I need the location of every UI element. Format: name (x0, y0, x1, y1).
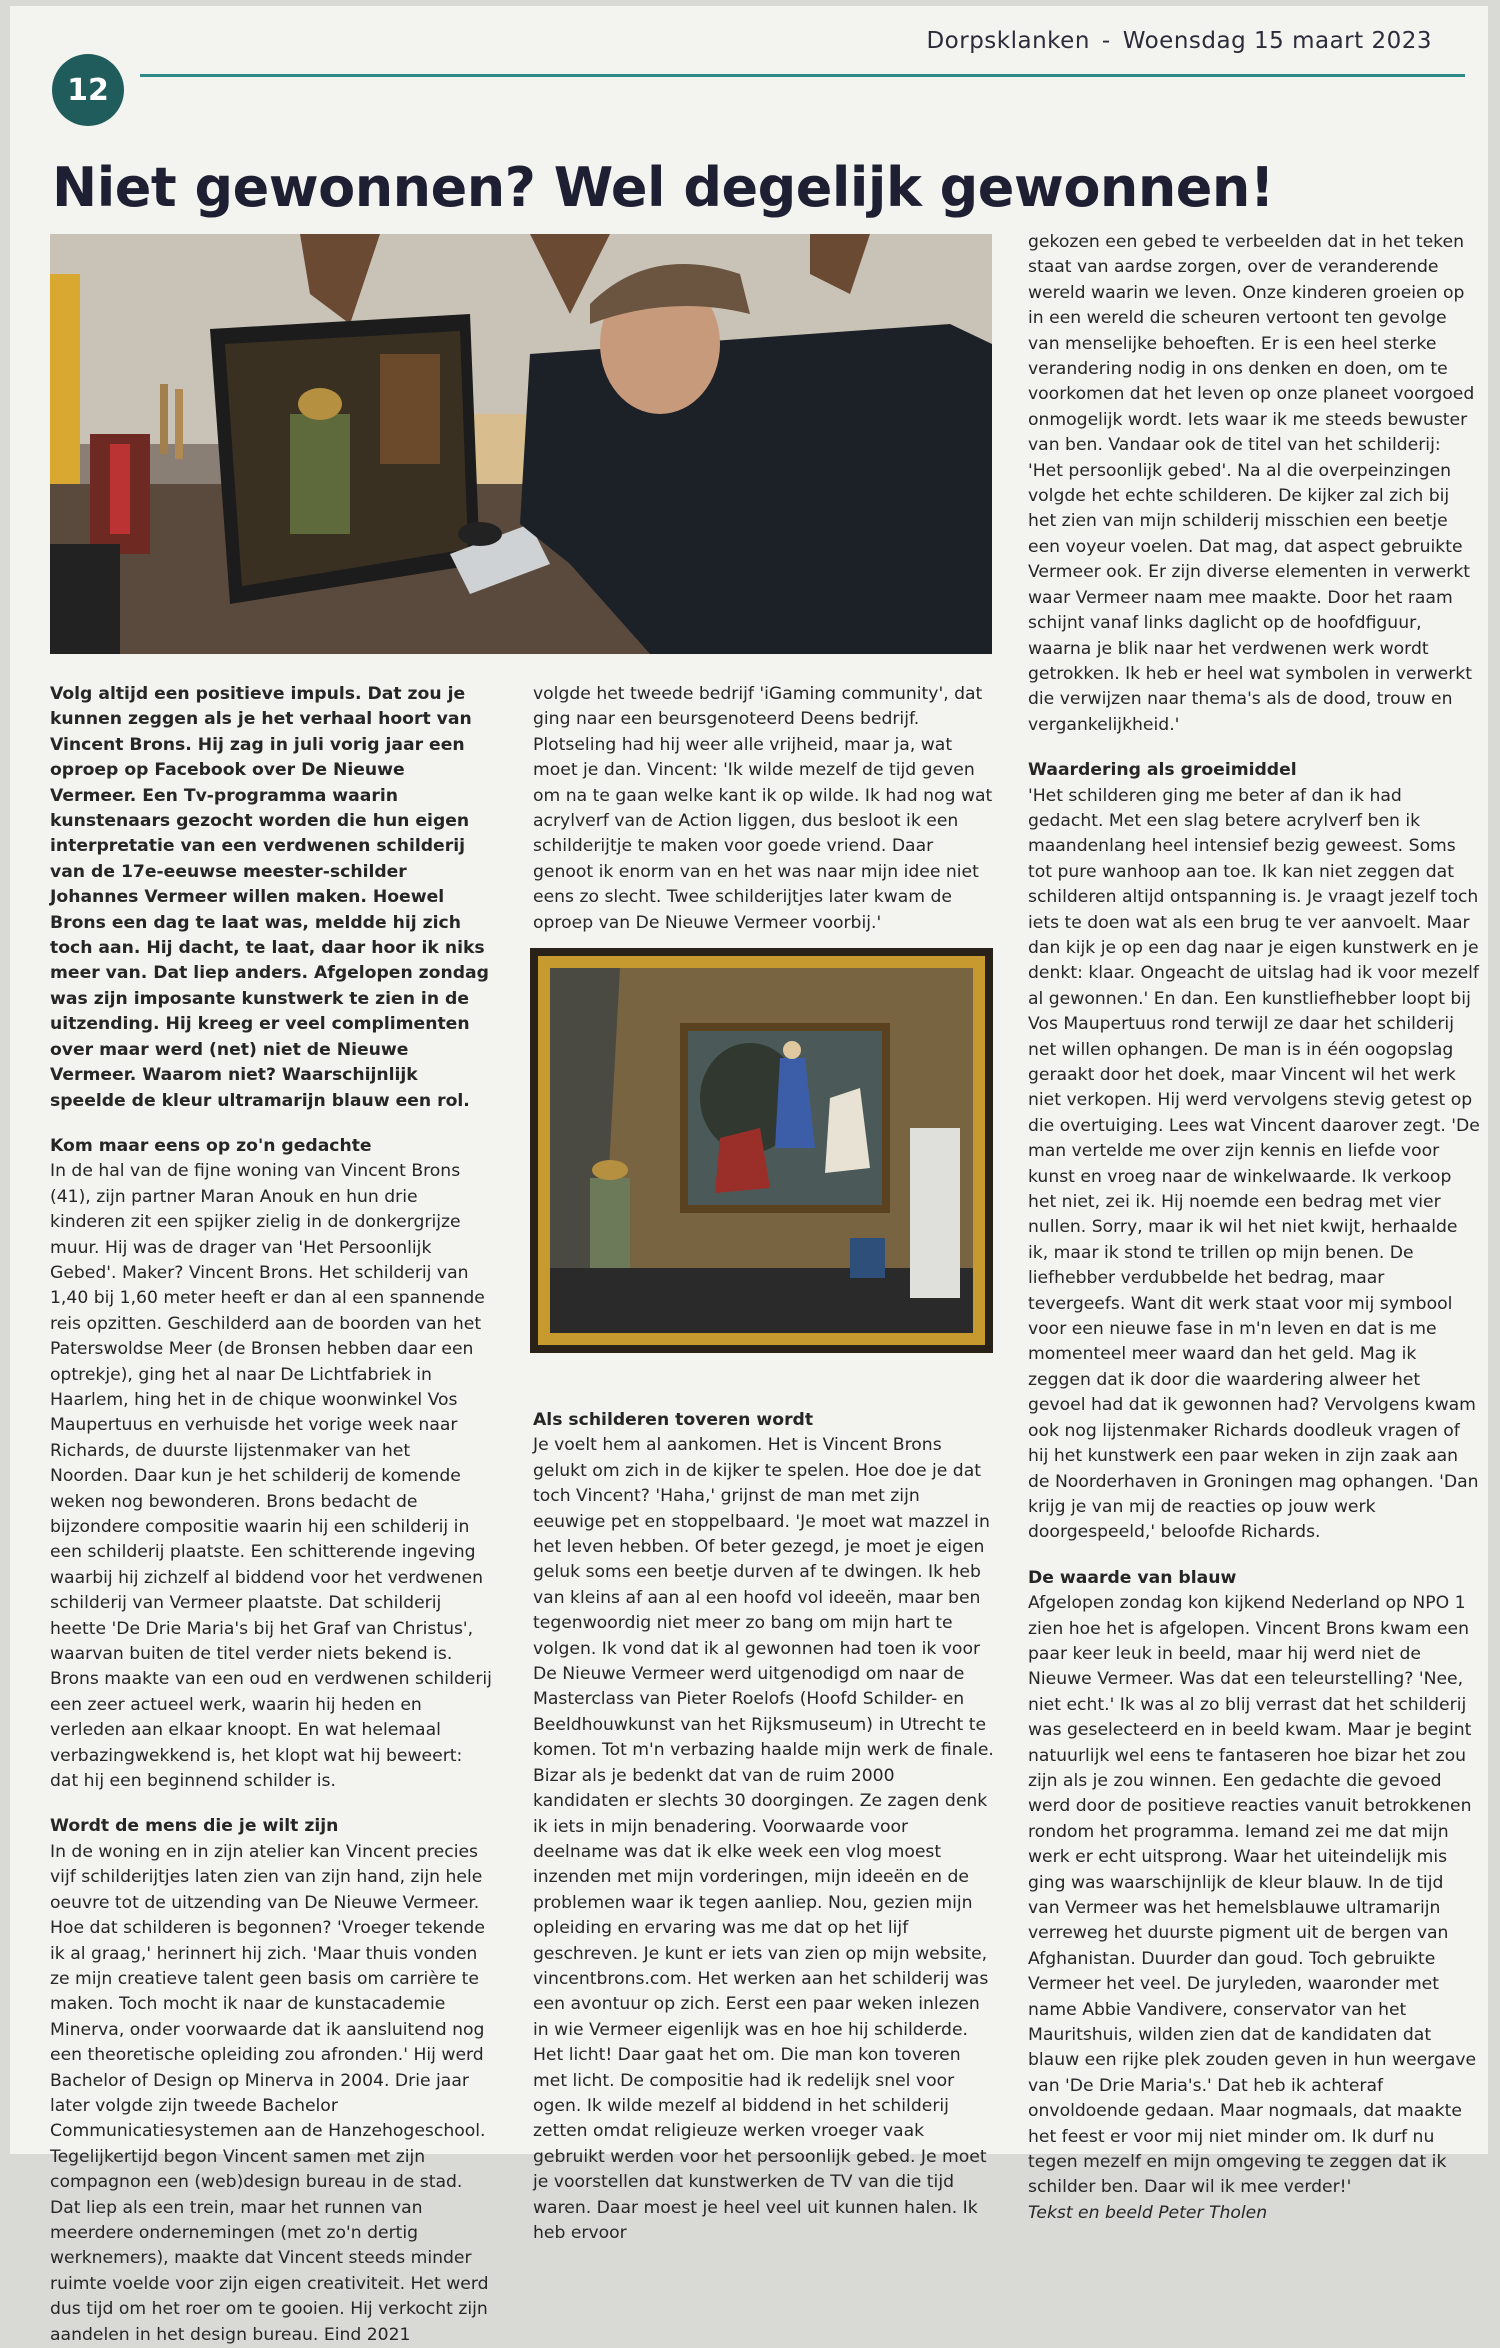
newspaper-page (10, 6, 1488, 2345)
section-text-waarde-van-blauw: Afgelopen zondag kon kijkend Nederland op NPO 1 zien hoe het is afgelopen. Vincent Brons kwam een paar keer leuk in beeld, maar hij werd niet de Nieuwe Vermeer. Was dat een teleurstelling? 'Nee, niet echt.' Ik was al zo blij verrast dat het schilderij was geselecteerd en in beeld kwam. Maar je begint natuurlijk wel eens te fantaseren hoe bizar het zou zijn als je zou winnen. Een gedachte die gevoed werd door de positieve reacties vanuit betrokkenen rondom het programma. Iemand zei me dat mijn werk er echt uitsprong. Waar het uiteindelijk mis ging was waarschijnlijk de kleur blauw. In de tijd van Vermeer was het hemelsblauwe ultramarijn verreweg het duurste pigment uit de bergen van Afghanistan. Duurder dan goud. Toch gebruikte Vermeer het veel. De juryleden, waaronder met name Abbie Vandivere, conservator van het Mauritshuis, wilden zien dat de kandidaten dat blauw een rijke plek zouden geven in hun weergave van 'De Drie Maria's.' Dat heb ik achteraf onvoldoende gedaan. Maar nogmaals, dat maakte het feest er voor mij niet minder om. Ik durf nu tegen mezelf en mijn omgeving te zeggen dat ik schilder ben. Daar wil ik mee verder!' (1028, 1593, 1477, 2198)
section-heading-kom-maar: Kom maar eens op zo'n gedachte (50, 1135, 372, 1156)
publication-date: Woensdag 15 maart 2023 (1122, 28, 1432, 54)
section-heading-wordt-de-mens: Wordt de mens die je wilt zijn (50, 1816, 339, 1837)
intro-paragraph: Volg altijd een positieve impuls. Dat zou je kunnen zeggen als je het verhaal hoort van Vincent Brons. Hij zag in juli vorig jaar een oproep op Facebook over De Nieuwe Vermeer. Een Tv-programma waarin kunstenaars gezocht worden die hun eigen interpretatie van een verdwenen schilderij van de 17e-eeuwse meester-schilder Johannes Vermeer willen maken. Hoewel Brons een dag te laat was, meldde hij zich toch aan. Hij dacht, te laat, daar hoor ik niks meer van. Dat liep anders. Afgelopen zondag was zijn imposante kunstwerk te zien in de uitzending. Hij kreeg er veel complimenten over maar werd (net) niet de Nieuwe Vermeer. Waarom niet? Waarschijnlijk speelde de kleur ultramarijn blauw een rol. (50, 684, 489, 1111)
section-heading-waarde-van-blauw: De waarde van blauw (1028, 1567, 1237, 1588)
photo-painting-het-persoonlijk-gebed (530, 948, 993, 1353)
section-text-kom-maar: In de hal van de fijne woning van Vincent Brons (41), zijn partner Maran Anouk en hun drie kinderen zit een spijker zielig in de donkergrijze muur. Hij was de drager van 'Het Persoonlijk Gebed'. Maker? Vincent Brons. Het schilderij van 1,40 bij 1,60 meter heeft er dan al een spannende reis opzitten. Geschilderd aan de boorden van het Paterswoldse Meer (de Bronsen hebben daar een optrekje), ging het al naar De Lichtfabriek in Haarlem, hing het in de chique woonwinkel Vos Maupertuus en verhuisde het vorige week naar Richards, de duurste lijstenmaker van het Noorden. Daar kun je het schilderij de komende weken nog bewonderen. Brons bedacht de bijzondere compositie waarin hij een schilderij in een schilderij plaatste. Een schitterende ingeving waarbij hij zichzelf al biddend voor het verdwenen schilderij van Vermeer plaatste. Dat schilderij heette 'De Drie Maria's bij het Graf van Christus', waarvan buiten de titel verder niets bekend is. Brons maakte van een oud en verdwenen schilderij een zeer actueel werk, waarin hij heden en verleden aan elkaar knoopt. En wat helemaal verbazingwekkend is, het klopt wat hij beweert: dat hij een beginnend schilder is. (50, 1161, 492, 1792)
header-rule (140, 74, 1465, 77)
article-title: Niet gewonnen? Wel degelijk gewonnen! (52, 156, 1274, 219)
section-text-wordt-de-mens: In de woning en in zijn atelier kan Vincent precies vijf schilderijtjes laten zien van zijn hand, zijn hele oeuvre tot de uitzending van De Nieuwe Vermeer. Hoe dat schilderen is begonnen? 'Vroeger tekende ik al graag,' herinnert hij zich. 'Maar thuis vonden ze mijn creatieve talent geen basis om carrière te maken. Toch mocht ik naar de kunstacademie Minerva, onder voorwaarde dat ik aansluitend nog een theoretische opleiding zou afronden.' Hij werd Bachelor of Design op Minerva in 2004. Drie jaar later volgde zijn tweede Bachelor Communicatiesystemen aan de Hanzehogeschool. Tegelijkertijd begon Vincent samen met zijn compagnon een (web)design bureau in de stad. Dat liep als een trein, maar het runnen van meerdere ondernemingen (met zo'n dertig werknemers), maakte dat Vincent steeds minder ruimte voelde voor zijn eigen creativiteit. Het werd dus tijd om het roer om te gooien. Hij verkocht zijn aandelen in het design bureau. Eind 2021 (50, 1841, 489, 2345)
column-2-top (533, 682, 995, 936)
column-3 (1028, 230, 1480, 2226)
section-heading-waardering: Waardering als groeimiddel (1028, 760, 1297, 781)
column-2-bottom (533, 1388, 995, 2246)
header-separator: - (1101, 28, 1111, 54)
photo-artist-at-computer (50, 234, 992, 654)
publication-name: Dorpsklanken (926, 28, 1090, 54)
column-1 (50, 682, 492, 2348)
section-text-continued: volgde het tweede bedrijf 'iGaming community', dat ging naar een beursgenoteerd Deens bedrijf. Plotseling had hij weer alle vrijheid, maar ja, wat moet je dan. Vincent: 'Ik wilde mezelf de tijd geven om na te gaan welke kant ik op wilde. Ik had nog wat acrylverf van de Action liggen, dus besloot ik een schilderijtje te maken voor goede vriend. Daar genoot ik enorm van en het was naar mijn idee niet eens zo slecht. Twee schilderijtjes later kwam de oproep van De Nieuwe Vermeer voorbij.' (533, 684, 993, 933)
section-text-schilderen-toveren: Je voelt hem al aankomen. Het is Vincent Brons gelukt om zich in de kijker te spelen. Hoe doe je dat toch Vincent? 'Haha,' grijnst de man met zijn eeuwige pet en stoppelbaard. 'Je moet wat mazzel in het leven hebben. Of beter gezegd, je moet je eigen geluk soms een beetje durven af te dwingen. Ik heb van kleins af aan al een hoofd vol ideeën, maar ben tegenwoordig niet meer zo bang om mijn hart te volgen. Ik vond dat ik al gewonnen had toen ik voor De Nieuwe Vermeer werd uitgenodigd om naar de Masterclass van Pieter Roelofs (Hoofd Schilder- en Beeldhouwkunst van het Rijksmuseum) in Utrecht te komen. Tot m'n verbazing haalde mijn werk de finale. Bizar als je bedenkt dat van de ruim 2000 kandidaten er slechts 30 doorgingen. Ze zagen denk ik iets in mijn benadering. Voorwaarde voor deelname was dat ik elke week een vlog moest inzenden met mijn vorderingen, mijn ideeën en de problemen waar ik tegen aanliep. Nou, gezien mijn opleiding en ervaring was me dat op het lijf geschreven. Je kunt er iets van zien op mijn website, vincentbrons.com. Het werken aan het schilderij was een avontuur op zich. Eerst een paar weken inlezen in wie Vermeer eigenlijk was en hoe hij schilderde. Het licht! Daar gaat het om. Die man kon toveren met licht. De compositie had ik redelijk snel voor ogen. Ik wilde mezelf al biddend in het schilderij zetten omdat religieuze werken vroeger vaak gebruikt werden voor het persoonlijk gebed. Je moet je voorstellen dat kunstwerken de TV van die tijd waren. Daar moest je heel veel uit kunnen halen. Ik heb ervoor (533, 1435, 994, 2243)
author-credit: Tekst en beeld Peter Tholen (1028, 2202, 1268, 2223)
page-header (920, 28, 1438, 54)
page-number-badge: 12 (52, 54, 124, 126)
section-heading-schilderen-toveren: Als schilderen toveren wordt (533, 1410, 814, 1430)
section-text-waardering: 'Het schilderen ging me beter af dan ik had gedacht. Met een slag betere acrylverf ben ik maandenlang heel intensief bezig geweest. Soms tot pure wanhoop aan toe. Ik kan niet zeggen dat schilderen altijd ontspanning is. Je vraagt jezelf toch iets te doen wat als een brug te ver aanvoelt. Maar dan kijk je op een dag naar je eigen kunstwerk en je denkt: klaar. Ongeacht de uitslag had ik voor mezelf al gewonnen.' En dan. Een kunstliefhebber loopt bij Vos Maupertuus rond terwijl ze daar het schilderij net willen ophangen. De man is in één oogopslag geraakt door het doek, maar Vincent wil het werk niet verkopen. Hij werd vervolgens stevig getest op die overtuiging. Lees wat Vincent daarover zegt. 'De man vertelde me over zijn kennis en liefde voor kunst en vroeg naar de winkelwaarde. Ik verkoop het niet, zei ik. Hij noemde een bedrag met vier nullen. Sorry, maar ik wil het niet kwijt, herhaalde ik, maar ik stond te trillen op mijn benen. De liefhebber verdubbelde het bedrag, maar tevergeefs. Want dit werk staat voor mij symbool voor een nieuwe fase in m'n leven en dat is me momenteel meer waard dan het geld. Mag ik zeggen dat ik door die waardering alweer het gevoel had dat ik gewonnen had? Vervolgens kwam ook nog lijstenmaker Richards doodleuk vragen of hij het kunstwerk een paar weken in zijn zaak aan de Noorderhaven in Groningen mag ophangen. 'Dan krijg je van mij de reacties op jouw werk doorgespeeld,' beloofde Richards. (1028, 785, 1480, 1543)
section-text-gebed: gekozen een gebed te verbeelden dat in het teken staat van aardse zorgen, over de veranderende wereld waarin we leven. Onze kinderen groeien op in een wereld die scheuren vertoont ten gevolge van menselijke behoeften. Er is een heel sterke verandering nodig in ons denken en doen, om te voorkomen dat het leven op onze planeet voorgoed onmogelijk wordt. Iets waar ik me steeds bewuster van ben. Vandaar ook de titel van het schilderij: 'Het persoonlijk gebed'. Na al die overpeinzingen volgde het echte schilderen. De kijker zal zich bij het zien van mijn schilderij misschien een beetje een voyeur voelen. Dat mag, dat aspect gebruikte Vermeer ook. Er zijn diverse elementen in verwerkt waar Vermeer naam mee maakte. Door het raam schijnt vanaf links daglicht op de hoofdfiguur, waarna je blik naar het verdwenen werk wordt getrokken. Ik heb er heel wat symbolen in verwerkt die verwijzen naar thema's als de dood, trouw en vergankelijkheid.' (1028, 232, 1475, 735)
